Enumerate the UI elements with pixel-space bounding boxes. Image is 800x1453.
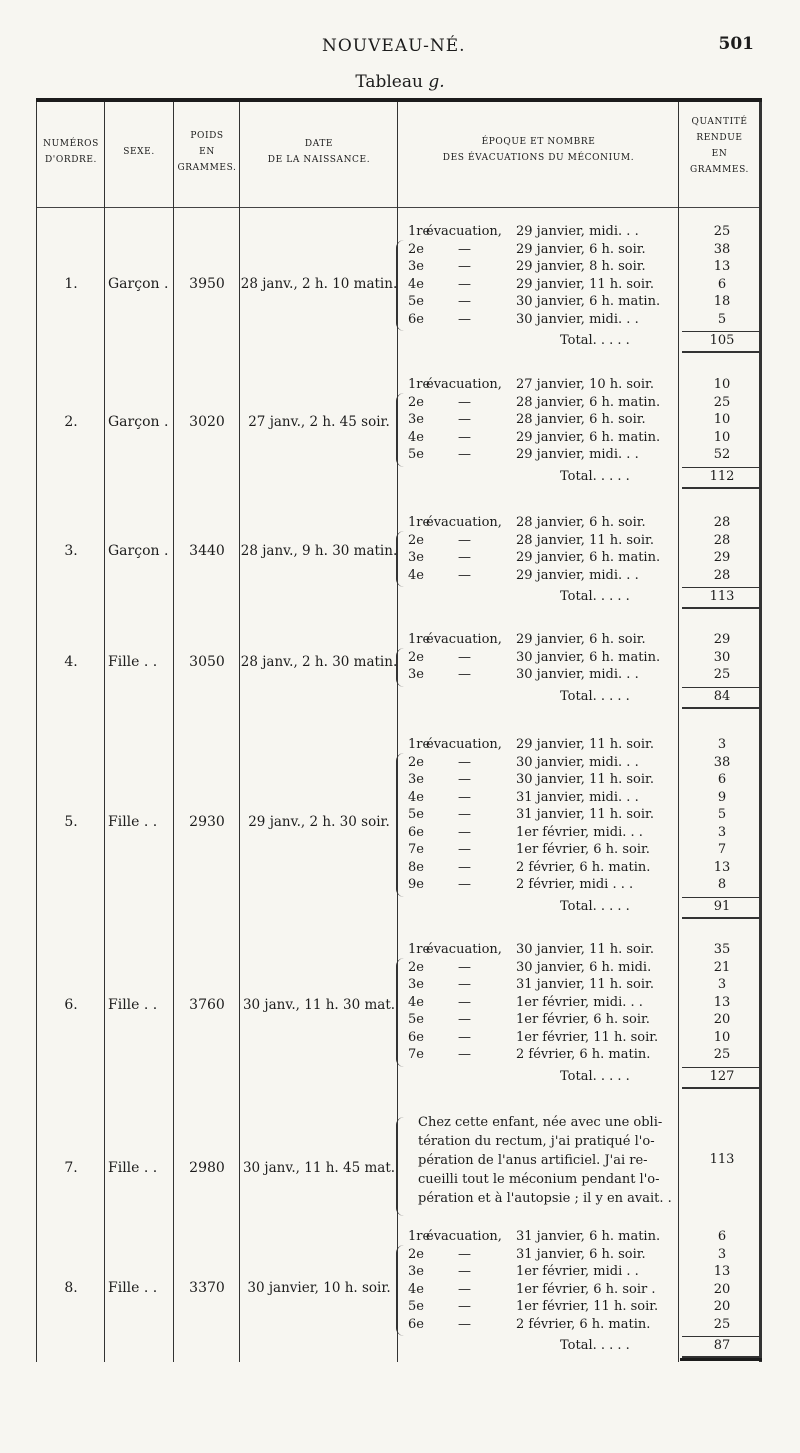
ditto-dash: — — [458, 567, 471, 583]
evacuation-ordinal: 3e — [408, 977, 424, 992]
evacuation-quantity: 25 — [713, 224, 731, 239]
evacuation-line — [408, 860, 670, 878]
evacuation-quantity: 38 — [713, 754, 731, 770]
evacuation-time: 30 janvier, 6 h. matin. — [516, 294, 661, 309]
evacuation-ordinal: 1re — [408, 377, 431, 392]
total-value: 105 — [709, 333, 735, 348]
evacuation-quantity: 7 — [717, 842, 727, 857]
entry-number: 7. — [64, 1160, 78, 1176]
evacuation-time: 28 janvier, 6 h. soir. — [516, 515, 646, 530]
entry-number: 3. — [64, 543, 78, 559]
evacuation-line — [408, 1247, 670, 1265]
total-rule — [682, 1356, 762, 1358]
entry-sex: Garçon . — [108, 543, 169, 559]
evacuation-line — [408, 550, 670, 568]
evacuation-quantity: 28 — [713, 567, 731, 583]
entry-weight: 2930 — [189, 814, 225, 830]
evacuation-quantity: 3 — [717, 737, 727, 752]
entry-birth-date: 28 janv., 9 h. 30 matin. — [240, 543, 398, 559]
evacuation-line — [408, 977, 670, 995]
evacuation-ordinal: 4e — [408, 1281, 424, 1297]
evacuation-ordinal: 8e — [408, 859, 424, 875]
entry-number: 4. — [64, 654, 78, 670]
header-date: DATE DE LA NAISSANCE. — [267, 139, 371, 165]
ditto-dash: — — [458, 1246, 471, 1262]
header-poids: POIDS EN GRAMMES. — [177, 131, 237, 173]
evacuation-line — [408, 1030, 670, 1048]
evacuation-line — [408, 825, 670, 843]
header-sexe: SEXE. — [123, 147, 155, 157]
evacuation-time: 31 janvier, midi. . . — [516, 789, 639, 805]
evacuation-time: 1er février, midi. . . — [516, 824, 643, 840]
ditto-dash: — — [458, 1299, 471, 1314]
total-rule — [682, 1087, 762, 1089]
evacuation-ordinal: 4e — [408, 994, 424, 1010]
evacuation-time: 29 janvier, midi. . . — [516, 567, 639, 583]
entry-weight: 3050 — [189, 654, 225, 670]
ditto-dash: — — [458, 311, 471, 327]
entry-sex: Fille . . — [108, 654, 158, 670]
column-rule — [36, 102, 37, 1362]
evacuation-quantity: 10 — [713, 429, 731, 445]
evacuation-time: 31 janvier, 6 h. soir. — [516, 1246, 646, 1262]
evacuation-line — [408, 395, 670, 413]
evacuation-line — [408, 312, 670, 330]
evacuation-time: 28 janvier, 6 h. matin. — [516, 394, 661, 410]
evacuation-ordinal: 6e — [408, 311, 424, 327]
evacuation-quantity: 29 — [713, 632, 731, 647]
evacuation-ordinal: 1re — [408, 515, 431, 530]
evacuation-line — [408, 259, 670, 277]
evacuation-line — [408, 960, 670, 978]
entry-birth-date: 28 janv., 2 h. 10 matin. — [240, 276, 398, 292]
note-line: cueilli tout le méconium pendant l'o- — [418, 1172, 660, 1187]
ditto-dash: — — [458, 429, 471, 445]
total-label: Total. . . . . — [560, 589, 630, 604]
evacuation-line — [408, 515, 670, 533]
evacuation-time: 1er février, 11 h. soir. — [516, 1299, 659, 1314]
evacuation-time: 29 janvier, 6 h. matin. — [516, 429, 661, 445]
ditto-dash: — — [458, 532, 471, 548]
evacuation-word: évacuation, — [426, 377, 502, 392]
evacuation-quantity: 10 — [713, 412, 731, 427]
evacuation-ordinal: 3e — [408, 259, 424, 274]
entry-sex: Fille . . — [108, 814, 158, 830]
evacuation-word: évacuation, — [426, 632, 502, 647]
evacuation-time: 1er février, midi . . — [516, 1264, 639, 1279]
evacuation-quantity: 25 — [713, 667, 731, 682]
evacuation-ordinal: 6e — [408, 824, 424, 840]
ditto-dash: — — [458, 824, 471, 840]
evacuation-line — [408, 430, 670, 448]
evacuation-word: évacuation, — [426, 1229, 502, 1244]
evacuation-line — [408, 1299, 670, 1317]
evacuation-quantity: 20 — [713, 1299, 731, 1314]
evacuation-ordinal: 3e — [408, 550, 424, 565]
evacuation-ordinal: 9e — [408, 877, 424, 892]
ditto-dash: — — [458, 1281, 471, 1297]
evacuation-line — [408, 942, 670, 960]
ditto-dash: — — [458, 754, 471, 770]
evacuation-quantity: 21 — [713, 959, 731, 975]
evacuation-quantity: 28 — [713, 515, 731, 530]
evacuation-line — [408, 877, 670, 895]
evacuation-quantity: 8 — [717, 877, 727, 892]
evacuation-line — [408, 568, 670, 586]
entry-quantity: 113 — [709, 1152, 735, 1167]
evacuation-line — [408, 242, 670, 260]
evacuation-time: 28 janvier, 6 h. soir. — [516, 412, 646, 427]
brace — [396, 240, 407, 331]
evacuation-time: 30 janvier, 11 h. soir. — [516, 772, 654, 787]
total-label: Total. . . . . — [560, 333, 630, 348]
total-rule — [682, 1336, 762, 1337]
evacuation-ordinal: 3e — [408, 412, 424, 427]
entry-weight: 3760 — [189, 997, 225, 1013]
total-rule — [682, 331, 762, 332]
evacuation-time: 29 janvier, midi. . . — [516, 447, 639, 462]
evacuation-time: 2 février, midi . . . — [516, 877, 634, 892]
evacuation-line — [408, 772, 670, 790]
evacuation-line — [408, 667, 670, 685]
evacuation-quantity: 35 — [713, 942, 731, 957]
evacuation-ordinal: 4e — [408, 429, 424, 445]
ditto-dash: — — [458, 1316, 471, 1332]
total-rule — [682, 897, 762, 898]
evacuation-time: 29 janvier, 8 h. soir. — [516, 259, 646, 274]
ditto-dash: — — [458, 241, 471, 257]
entry-birth-date: 28 janv., 2 h. 30 matin. — [240, 654, 398, 670]
evacuation-word: évacuation, — [426, 224, 502, 239]
evacuation-quantity: 6 — [717, 1229, 727, 1244]
evacuation-line — [408, 294, 670, 312]
evacuation-ordinal: 2e — [408, 241, 424, 257]
entry-weight: 3370 — [189, 1280, 225, 1296]
evacuation-line — [408, 377, 670, 395]
ditto-dash: — — [458, 1029, 471, 1045]
evacuation-quantity: 29 — [713, 550, 731, 565]
total-label: Total. . . . . — [560, 468, 630, 484]
table-bottom-rule — [680, 1358, 762, 1361]
evacuation-line — [408, 1047, 670, 1065]
entry-birth-date: 30 janv., 11 h. 45 mat. — [242, 1160, 396, 1176]
running-header — [0, 36, 800, 60]
evacuation-quantity: 25 — [713, 1047, 731, 1062]
ditto-dash: — — [458, 1264, 471, 1279]
entry-sex: Garçon . — [108, 414, 169, 430]
note-line: Chez cette enfant, née avec une obli- — [418, 1115, 663, 1130]
evacuation-time: 1er février, 6 h. soir. — [516, 1012, 650, 1027]
evacuation-line — [408, 632, 670, 650]
evacuation-quantity: 3 — [717, 824, 727, 840]
brace — [396, 648, 407, 687]
total-rule — [682, 687, 762, 688]
total-rule — [682, 587, 762, 588]
total-label: Total. . . . . — [560, 688, 630, 704]
ditto-dash: — — [458, 772, 471, 787]
evacuation-time: 1er février, 6 h. soir . — [516, 1281, 656, 1297]
evacuation-quantity: 38 — [713, 241, 731, 257]
ditto-dash: — — [458, 1012, 471, 1027]
entry-sex: Garçon . — [108, 276, 169, 292]
ditto-dash: — — [458, 412, 471, 427]
total-value: 127 — [709, 1068, 735, 1084]
table-caption — [0, 72, 800, 92]
evacuation-time: 30 janvier, midi. . . — [516, 311, 639, 327]
evacuation-ordinal: 1re — [408, 224, 431, 239]
entry-sex: Fille . . — [108, 997, 158, 1013]
ditto-dash: — — [458, 294, 471, 309]
evacuation-ordinal: 5e — [408, 447, 424, 462]
entry-number: 8. — [64, 1280, 78, 1296]
ditto-dash: — — [458, 877, 471, 892]
page-number: 501 — [718, 34, 754, 54]
ditto-dash: — — [458, 550, 471, 565]
evacuation-line — [408, 533, 670, 551]
evacuation-quantity: 13 — [713, 994, 731, 1010]
evacuation-time: 2 février, 6 h. matin. — [516, 1316, 651, 1332]
evacuation-time: 30 janvier, 11 h. soir. — [516, 942, 654, 957]
total-rule — [682, 1067, 762, 1068]
ditto-dash: — — [458, 994, 471, 1010]
evacuation-time: 31 janvier, 6 h. matin. — [516, 1229, 661, 1244]
entry-number: 6. — [64, 997, 78, 1013]
evacuation-line — [408, 650, 670, 668]
note-line: pération de l'anus artificiel. J'ai re- — [418, 1153, 648, 1168]
evacuation-quantity: 52 — [713, 447, 731, 462]
evacuation-time: 2 février, 6 h. matin. — [516, 1047, 651, 1062]
ditto-dash: — — [458, 447, 471, 462]
entry-number: 5. — [64, 814, 78, 830]
ditto-dash: — — [458, 859, 471, 875]
evacuation-line — [408, 1012, 670, 1030]
total-value: 87 — [713, 1338, 731, 1353]
evacuation-ordinal: 2e — [408, 754, 424, 770]
evacuation-quantity: 25 — [713, 394, 731, 410]
evacuation-line — [408, 277, 670, 295]
note-line: pération et à l'autopsie ; il y en avait. . — [418, 1191, 672, 1206]
evacuation-quantity: 18 — [713, 294, 731, 309]
table-top-rule — [36, 98, 762, 102]
evacuation-time: 2 février, 6 h. matin. — [516, 859, 651, 875]
evacuation-ordinal: 5e — [408, 1299, 424, 1314]
evacuation-quantity: 13 — [713, 259, 731, 274]
header-quantite: QUANTITÉ RENDUE EN GRAMMES. — [690, 117, 749, 175]
evacuation-ordinal: 5e — [408, 807, 424, 822]
entry-sex: Fille . . — [108, 1160, 158, 1176]
ditto-dash: — — [458, 394, 471, 410]
evacuation-time: 1er février, midi. . . — [516, 994, 643, 1010]
entry-sex: Fille . . — [108, 1280, 158, 1296]
evacuation-quantity: 13 — [713, 859, 731, 875]
evacuation-time: 29 janvier, 6 h. soir. — [516, 241, 646, 257]
entry-weight: 3020 — [189, 414, 225, 430]
evacuation-ordinal: 3e — [408, 1264, 424, 1279]
entry-birth-date: 30 janv., 11 h. 30 mat. — [242, 997, 396, 1013]
evacuation-ordinal: 5e — [408, 294, 424, 309]
evacuation-line — [408, 790, 670, 808]
evacuation-line — [408, 412, 670, 430]
evacuation-ordinal: 4e — [408, 789, 424, 805]
total-rule — [682, 467, 762, 468]
table-caption-label: Tableau — [355, 72, 423, 92]
evacuation-quantity: 9 — [717, 789, 727, 805]
evacuation-line — [408, 1282, 670, 1300]
evacuation-word: évacuation, — [426, 515, 502, 530]
total-label: Total. . . . . — [560, 898, 630, 914]
evacuation-ordinal: 1re — [408, 632, 431, 647]
evacuation-quantity: 28 — [713, 532, 731, 548]
evacuation-quantity: 3 — [717, 1246, 727, 1262]
entry-birth-date: 29 janv., 2 h. 30 soir. — [248, 814, 390, 830]
evacuation-quantity: 6 — [717, 276, 727, 292]
evacuation-line — [408, 1317, 670, 1335]
observation-note — [418, 1113, 676, 1208]
evacuation-time: 1er février, 11 h. soir. — [516, 1029, 659, 1045]
evacuation-ordinal: 6e — [408, 1029, 424, 1045]
column-rule — [104, 102, 105, 1362]
evacuation-line — [408, 995, 670, 1013]
total-value: 84 — [713, 688, 731, 704]
total-label: Total. . . . . — [560, 1338, 630, 1353]
entry-weight: 3950 — [189, 276, 225, 292]
running-title: NOUVEAU-NÉ. — [322, 36, 466, 56]
evacuation-ordinal: 1re — [408, 737, 431, 752]
ditto-dash: — — [458, 807, 471, 822]
brace — [396, 393, 407, 467]
total-value: 91 — [713, 898, 731, 914]
evacuation-time: 29 janvier, 6 h. soir. — [516, 632, 646, 647]
table-caption-letter: g. — [428, 72, 445, 92]
evacuation-time: 30 janvier, midi. . . — [516, 667, 639, 682]
entry-weight: 3440 — [189, 543, 225, 559]
total-label: Total. . . . . — [560, 1068, 630, 1084]
evacuation-ordinal: 2e — [408, 649, 424, 665]
ditto-dash: — — [458, 842, 471, 857]
entry-birth-date: 30 janvier, 10 h. soir. — [247, 1280, 391, 1296]
evacuation-quantity: 10 — [713, 1029, 731, 1045]
ditto-dash: — — [458, 649, 471, 665]
evacuation-ordinal: 4e — [408, 276, 424, 292]
entry-birth-date: 27 janv., 2 h. 45 soir. — [248, 414, 390, 430]
evacuation-time: 31 janvier, 11 h. soir. — [516, 807, 654, 822]
evacuation-ordinal: 7e — [408, 842, 424, 857]
evacuation-quantity: 6 — [717, 772, 727, 787]
evacuation-time: 28 janvier, 11 h. soir. — [516, 532, 654, 548]
evacuation-line — [408, 447, 670, 465]
evacuation-line — [408, 755, 670, 773]
evacuation-quantity: 10 — [713, 377, 731, 392]
evacuation-ordinal: 3e — [408, 667, 424, 682]
evacuation-word: évacuation, — [426, 942, 502, 957]
evacuation-time: 30 janvier, 6 h. midi. — [516, 959, 652, 975]
ditto-dash: — — [458, 259, 471, 274]
total-value: 112 — [709, 468, 735, 484]
evacuation-line — [408, 842, 670, 860]
evacuation-ordinal: 4e — [408, 567, 424, 583]
evacuation-time: 31 janvier, 11 h. soir. — [516, 977, 654, 992]
evacuation-quantity: 3 — [717, 977, 727, 992]
evacuation-ordinal: 7e — [408, 1047, 424, 1062]
header-numeros: NUMÉROS D'ORDRE. — [43, 139, 99, 165]
evacuation-ordinal: 1re — [408, 942, 431, 957]
total-rule — [682, 607, 762, 609]
evacuation-quantity: 5 — [717, 807, 727, 822]
entry-weight: 2980 — [189, 1160, 225, 1176]
total-value: 113 — [709, 589, 735, 604]
ditto-dash: — — [458, 977, 471, 992]
evacuation-quantity: 30 — [713, 649, 731, 665]
table-header-rule — [36, 207, 762, 208]
ditto-dash: — — [458, 789, 471, 805]
evacuation-line — [408, 224, 670, 242]
evacuation-time: 29 janvier, 6 h. matin. — [516, 550, 661, 565]
evacuation-ordinal: 3e — [408, 772, 424, 787]
evacuation-ordinal: 1re — [408, 1229, 431, 1244]
evacuation-time: 29 janvier, midi. . . — [516, 224, 639, 239]
evacuation-quantity: 20 — [713, 1012, 731, 1027]
note-line: tération du rectum, j'ai pratiqué l'o- — [418, 1134, 655, 1149]
evacuation-time: 29 janvier, 11 h. soir. — [516, 737, 654, 752]
evacuation-ordinal: 2e — [408, 532, 424, 548]
total-rule — [682, 707, 762, 709]
evacuation-quantity: 13 — [713, 1264, 731, 1279]
total-rule — [682, 351, 762, 353]
ditto-dash: — — [458, 1047, 471, 1062]
brace — [396, 753, 407, 897]
evacuation-line — [408, 807, 670, 825]
column-rule — [678, 102, 679, 1362]
brace — [396, 531, 407, 587]
evacuation-ordinal: 5e — [408, 1012, 424, 1027]
header-epoque: ÉPOQUE ET NOMBRE DES ÉVACUATIONS DU MÉCONIUM. — [442, 137, 635, 163]
evacuation-time: 27 janvier, 10 h. soir. — [516, 377, 654, 392]
evacuation-ordinal: 2e — [408, 1246, 424, 1262]
evacuation-time: 30 janvier, 6 h. matin. — [516, 649, 661, 665]
evacuation-quantity: 20 — [713, 1281, 731, 1297]
evacuation-time: 29 janvier, 11 h. soir. — [516, 276, 654, 292]
evacuation-quantity: 25 — [713, 1316, 731, 1332]
ditto-dash: — — [458, 667, 471, 682]
brace — [396, 958, 407, 1067]
entry-number: 2. — [64, 414, 78, 430]
ditto-dash: — — [458, 959, 471, 975]
brace — [396, 1245, 407, 1336]
ditto-dash: — — [458, 276, 471, 292]
brace — [396, 1117, 407, 1216]
evacuation-line — [408, 1229, 670, 1247]
evacuation-ordinal: 2e — [408, 394, 424, 410]
total-rule — [682, 917, 762, 919]
evacuation-ordinal: 2e — [408, 959, 424, 975]
evacuation-word: évacuation, — [426, 737, 502, 752]
evacuation-ordinal: 6e — [408, 1316, 424, 1332]
total-rule — [682, 487, 762, 489]
evacuation-quantity: 5 — [717, 311, 727, 327]
evacuation-time: 30 janvier, midi. . . — [516, 754, 639, 770]
evacuation-line — [408, 737, 670, 755]
evacuation-time: 1er février, 6 h. soir. — [516, 842, 650, 857]
entry-number: 1. — [64, 276, 78, 292]
evacuation-line — [408, 1264, 670, 1282]
